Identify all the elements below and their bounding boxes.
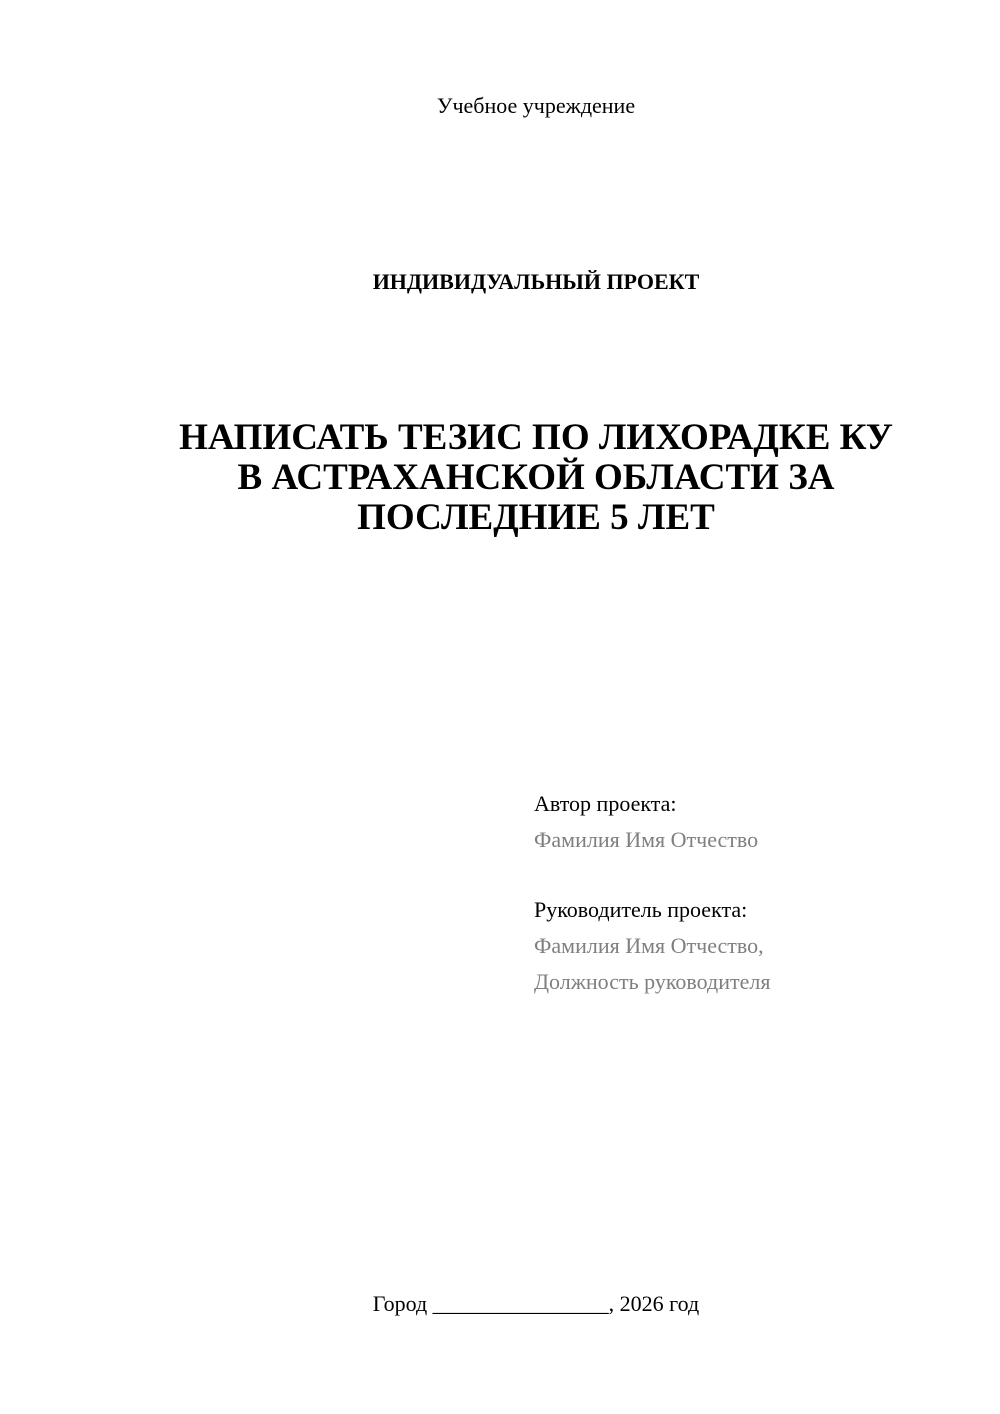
supervisor-label: Руководитель проекта: (534, 897, 748, 922)
author-name-placeholder: Фамилия Имя Отчество (534, 827, 759, 852)
author-block (534, 786, 954, 858)
author-label: Автор проекта: (534, 791, 677, 816)
project-title-line-3: ПОСЛЕДНИЕ 5 ЛЕТ (357, 497, 715, 538)
supervisor-block (534, 892, 954, 1000)
supervisor-name-placeholder: Фамилия Имя Отчество, (534, 933, 764, 958)
project-title-line-2: В АСТРАХАНСКОЙ ОБЛАСТИ ЗА (237, 457, 835, 498)
project-type-heading: ИНДИВИДУАЛЬНЫЙ ПРОЕКТ (372, 269, 700, 294)
project-title (150, 418, 922, 538)
project-title-line-1: НАПИСАТЬ ТЕЗИС ПО ЛИХОРАДКЕ КУ (179, 417, 893, 458)
supervisor-position-placeholder: Должность руководителя (534, 969, 771, 994)
city-year-line: Город ________________, 2026 год (372, 1291, 700, 1316)
institution-name: Учебное учреждение (436, 93, 636, 118)
